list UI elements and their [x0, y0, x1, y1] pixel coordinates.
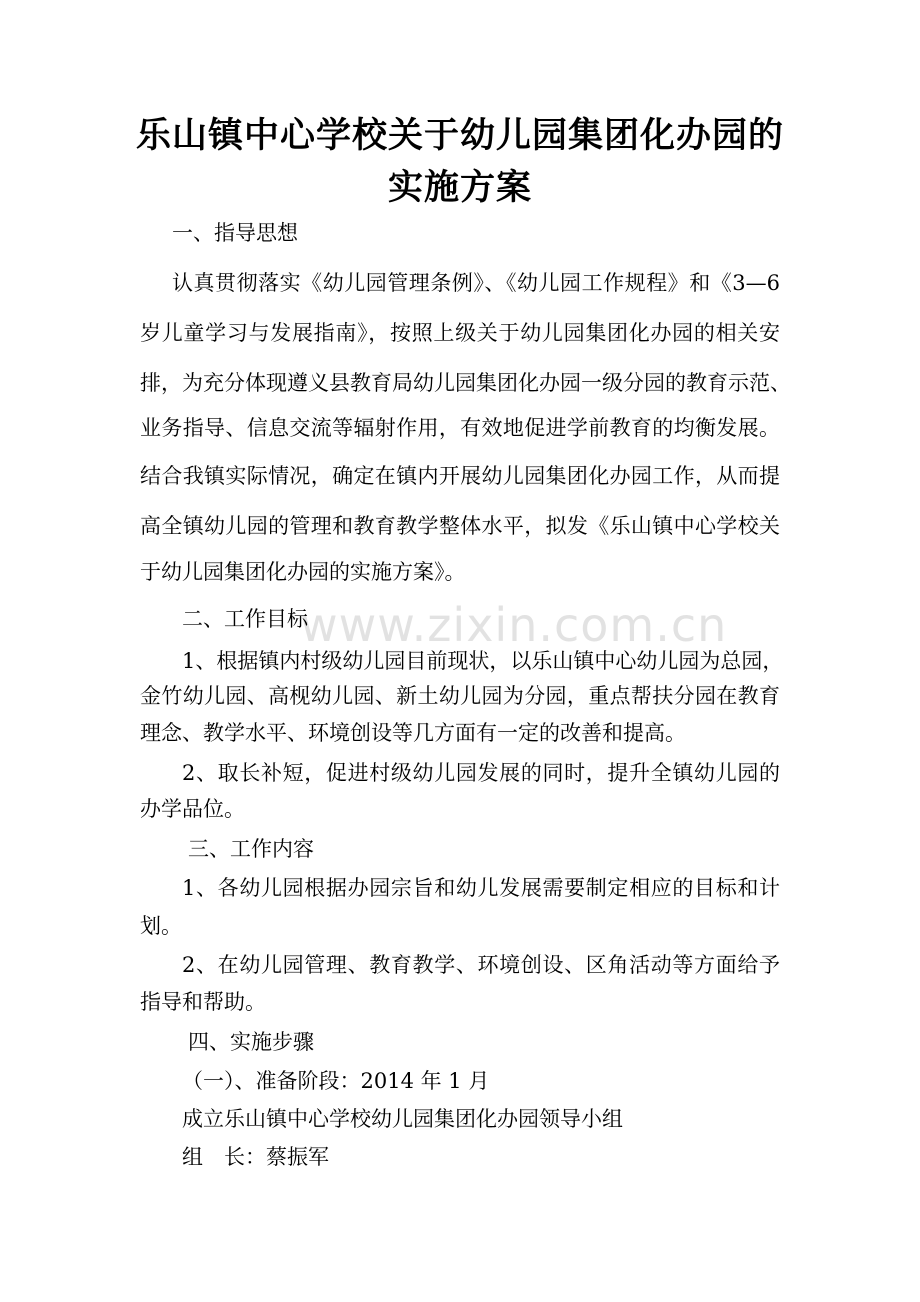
paragraph-line: 结合我镇实际情况，确定在镇内开展幼儿园集团化办园工作，从而提: [140, 464, 780, 488]
paragraph-line: 业务指导、信息交流等辐射作用，有效地促进学前教育的均衡发展。: [140, 416, 780, 440]
section-heading-work-content: 三、工作内容: [188, 837, 314, 861]
paragraph-line: 排，为充分体现遵义县教育局幼儿园集团化办园一级分园的教育示范、: [140, 371, 791, 395]
paragraph-line: （一）、准备阶段：2014 年 1 月: [182, 1069, 490, 1093]
paragraph-line: 于幼儿园集团化办园的实施方案》。: [140, 560, 466, 584]
section-heading-implementation-steps: 四、实施步骤: [188, 1030, 314, 1054]
document-title-line-2: 实施方案: [387, 167, 532, 208]
section-heading-guiding-ideology: 一、指导思想: [172, 221, 298, 245]
paragraph-line: 2、在幼儿园管理、教育教学、环境创设、区角活动等方面给予: [182, 953, 780, 977]
watermark: www.zixin.com.cn: [300, 598, 728, 652]
section-heading-work-goals: 二、工作目标: [182, 607, 308, 631]
paragraph-line: 1、根据镇内村级幼儿园目前现状，以乐山镇中心幼儿园为总园，: [182, 649, 784, 673]
paragraph-line: 理念、教学水平、环境创设等几方面有一定的改善和提高。: [140, 721, 686, 745]
paragraph-line: 高全镇幼儿园的管理和教育教学整体水平，拟发《乐山镇中心学校关: [140, 514, 780, 538]
paragraph-line: 划。: [140, 914, 182, 938]
paragraph-line: 岁儿童学习与发展指南》，按照上级关于幼儿园集团化办园的相关安: [140, 321, 780, 345]
document-title-line-1: 乐山镇中心学校关于幼儿园集团化办园的: [135, 115, 784, 156]
paragraph-line: 成立乐山镇中心学校幼儿园集团化办园领导小组: [182, 1107, 623, 1131]
paragraph-line: 1、各幼儿园根据办园宗旨和幼儿发展需要制定相应的目标和计: [182, 876, 780, 900]
paragraph-line: 2、取长补短，促进村级幼儿园发展的同时，提升全镇幼儿园的: [182, 761, 780, 785]
paragraph-line: 认真贯彻落实《幼儿园管理条例》、《幼儿园工作规程》和《3—6: [172, 271, 780, 295]
paragraph-line: 指导和帮助。: [140, 990, 266, 1014]
paragraph-line: 金竹幼儿园、高枧幼儿园、新土幼儿园为分园，重点帮扶分园在教育: [140, 684, 780, 708]
paragraph-line: 办学品位。: [140, 797, 245, 821]
paragraph-line: 组 长：蔡振军: [182, 1145, 329, 1169]
